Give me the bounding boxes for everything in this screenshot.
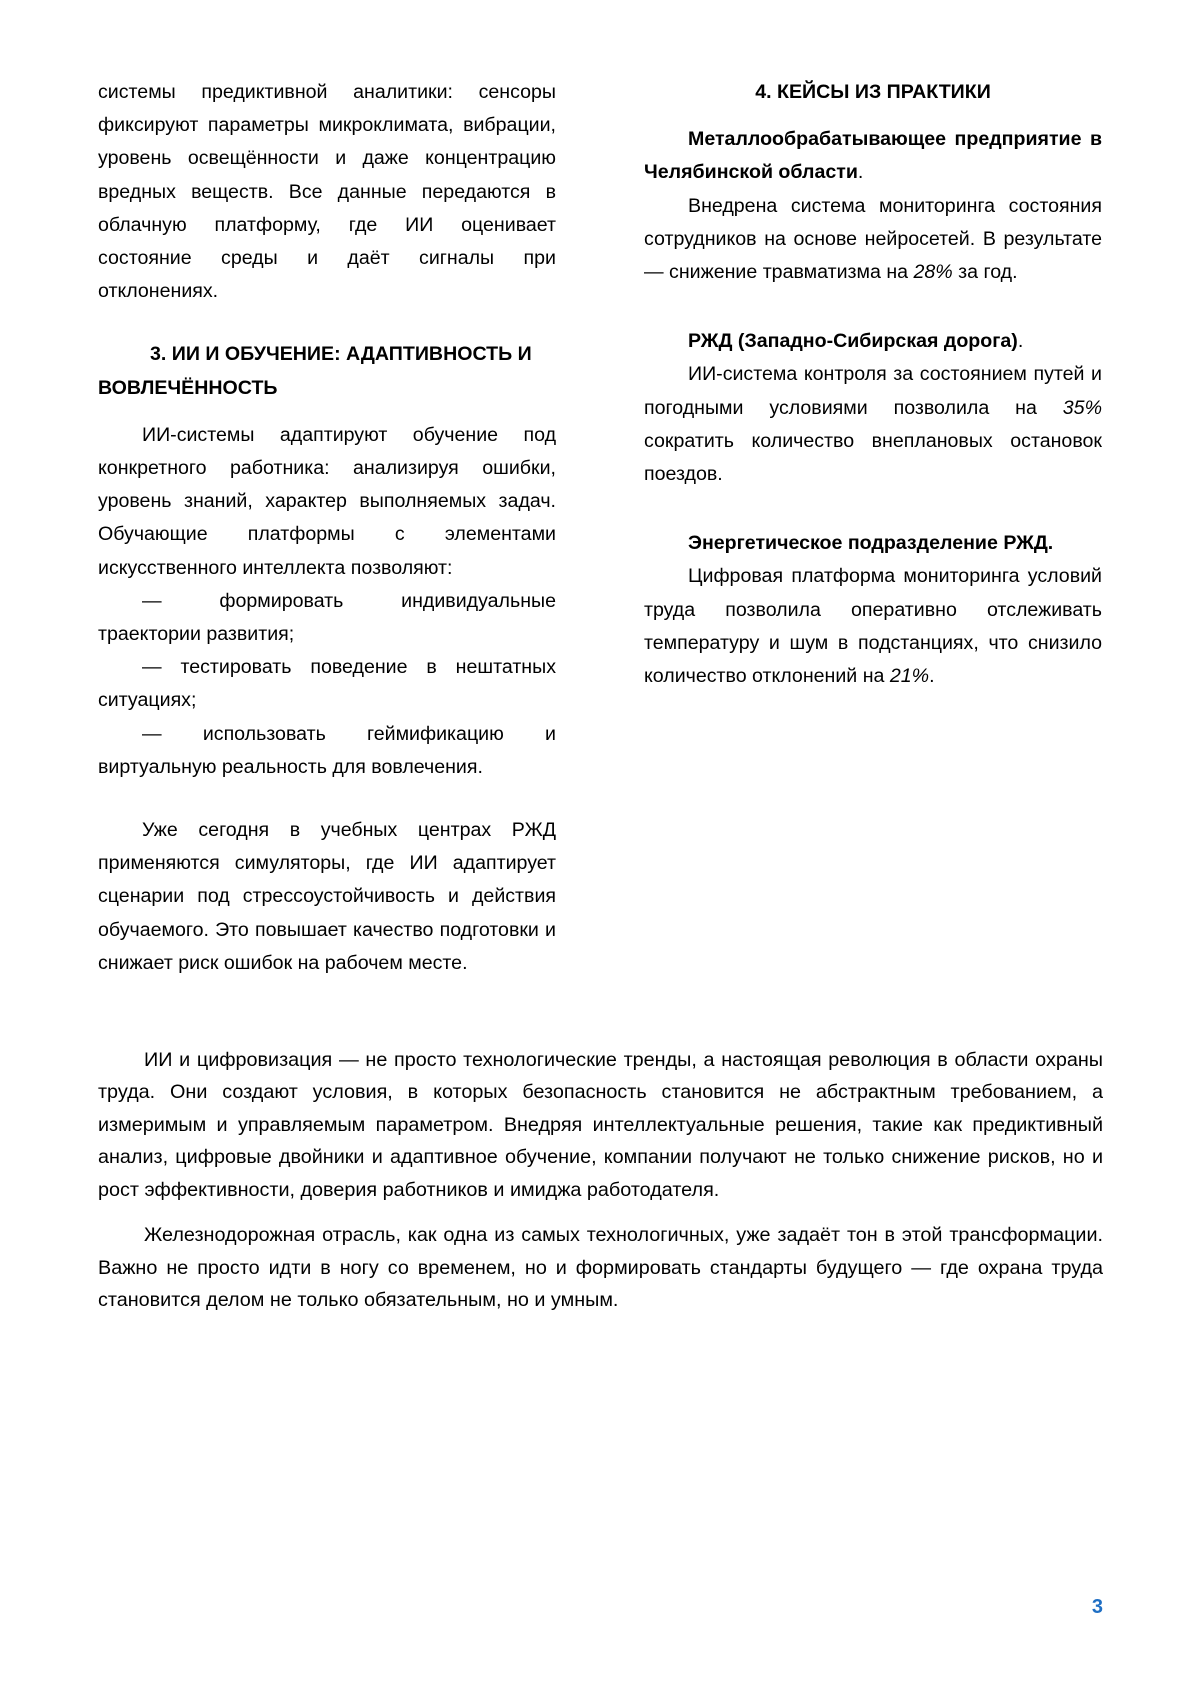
case-title-suffix: . [1017,330,1024,353]
case-title: Энергетическое подразделение РЖД. [688,532,1054,555]
list-item: — формировать индивидуальные траектории развития; [98,589,556,646]
case-value: 21% [889,665,930,688]
spacer [644,109,1102,123]
left-closing-paragraph: Уже сегодня в учебных центрах РЖД применяются симуляторы, где ИИ адаптирует сценарии под стрессоустойчивость и действия обучаемого. Это повышает качество подготовки и снижает риск ошибок на рабочем месте. [98,819,556,974]
two-column-layout [98,76,1103,980]
case-body-after: за год. [952,261,1018,284]
spacer [644,491,1102,527]
spacer [98,784,556,814]
case-title-block [644,527,1102,560]
case-body-before: ИИ-система контроля за состоянием путей и погодными условиями позволила на [644,363,1102,419]
case-body-after: сократить количество внеплановых остановок поездов. [644,429,1102,486]
case-title-block [644,325,1102,358]
list-item: — использовать геймификацию и виртуальную реальность для вовлечения. [98,722,556,778]
case-title-suffix: . [857,161,864,184]
conclusion-block [98,1044,1103,1316]
case-title-block [644,123,1102,189]
page-number: 3 [1091,1596,1103,1618]
spacer [644,289,1102,325]
left-intro-paragraph: ИИ-системы адаптируют обучение под конкретного работника: анализируя ошибки, уровень знаний, характер выполняемых задач. Обучающие платформы с элементами искусственного интеллекта позволяют: [98,423,556,579]
right-column [644,76,1102,693]
spacer [98,308,556,338]
conclusion-paragraph: ИИ и цифровизация — не просто технологические тренды, а настоящая революция в области охраны труда. Они создают условия, в которых безопасность становится не абстрактным требованием, а измеримым и управляемым параметром. Внедряя интеллектуальные решения, такие как предиктивный анализ, цифровые двойники и адаптивное обучение, компании получают не только снижение рисков, но и рост эффективности, доверия работников и имиджа работодателя. [98,1049,1103,1201]
case-value: 35% [1062,396,1102,419]
left-column [98,76,556,980]
case-body-before: Цифровая платформа мониторинга условий труда позволила оперативно отслеживать температуру и шум в подстанциях, что снизило количество отклонений на [644,565,1102,688]
case-body [644,560,1102,693]
conclusion-paragraph: Железнодорожная отрасль, как одна из самых технологичных, уже задаёт тон в этой трансформации. Важно не просто идти в ногу со временем, но и формировать стандарты будущего — где охрана труда становится делом не только обязательным, но и умным. [98,1224,1103,1311]
spacer [98,405,556,419]
section-heading-3: 3. ИИ И ОБУЧЕНИЕ: АДАПТИВНОСТЬ И ВОВЛЕЧЁННОСТЬ [98,343,532,399]
list-item: — тестировать поведение в нештатных ситуациях; [98,656,556,712]
case-body-before: Внедрена система мониторинга состояния сотрудников на основе нейросетей. В результате — снижение травматизма на [644,194,1102,284]
case-title: РЖД (Западно-Сибирская дорога) [688,330,1018,353]
case-body [644,358,1102,491]
case-body-after: . [929,665,935,688]
page-content [98,76,1103,1316]
section-heading-4: 4. КЕЙСЫ ИЗ ПРАКТИКИ [755,81,991,103]
case-title: Металлообрабатывающее предприятие в Челябинской области [644,128,1102,184]
left-continued-paragraph: системы предиктивной аналитики: сенсоры фиксируют параметры микроклимата, вибрации, уровень освещённости и даже концентрацию вредных веществ. Все данные передаются в облачную платформу, где ИИ оценивает состояние среды и даёт сигналы при отклонениях. [98,81,556,303]
case-value: 28% [913,261,953,284]
case-body [644,190,1102,290]
